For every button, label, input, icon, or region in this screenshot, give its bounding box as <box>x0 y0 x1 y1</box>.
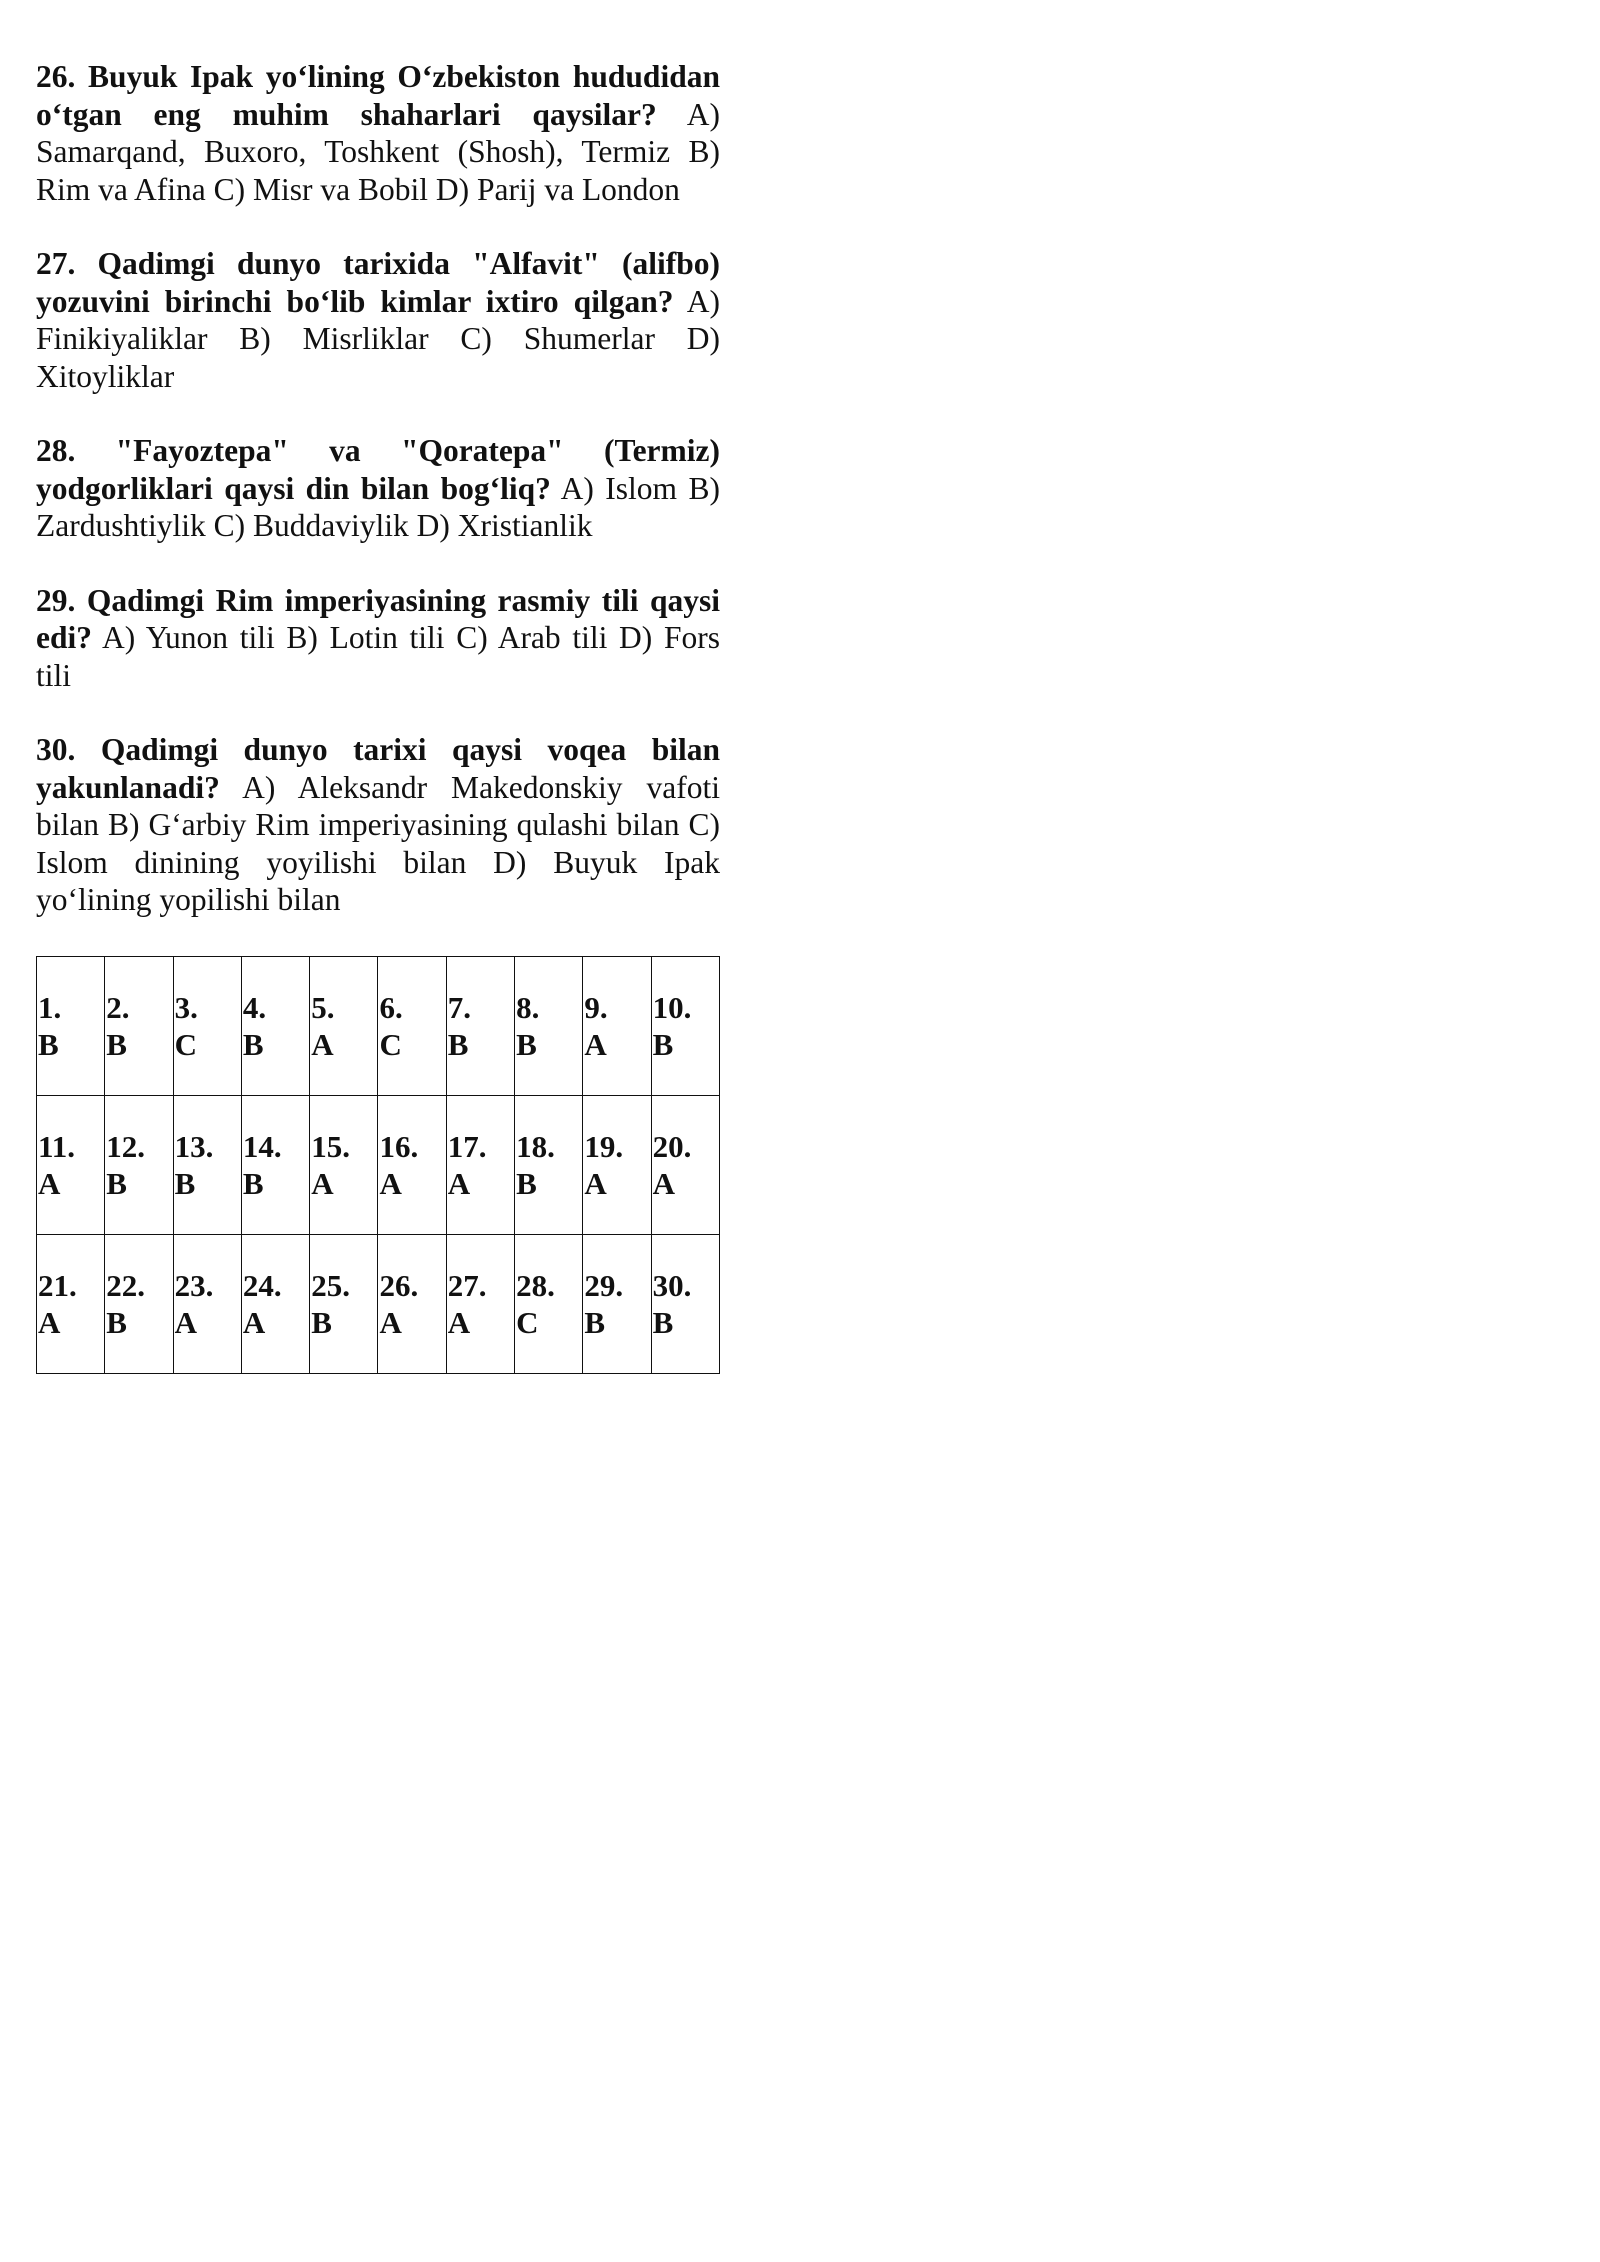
answer-letter: C <box>516 1304 539 1340</box>
answer-cell <box>583 1234 651 1373</box>
question-stem: 29. Qadimgi Rim imperiyasining rasmiy tili qaysi edi? <box>36 582 720 655</box>
answer-number: 2. <box>106 989 130 1025</box>
question-28 <box>36 432 720 545</box>
answer-letter: B <box>242 1165 264 1201</box>
answer-number: 21. <box>38 1267 77 1303</box>
answer-cell <box>173 956 241 1095</box>
answer-letter: B <box>106 1165 127 1201</box>
answer-number: 7. <box>447 989 472 1025</box>
document-page <box>36 58 720 1374</box>
question-27 <box>36 245 720 395</box>
question-26 <box>36 58 720 208</box>
answer-cell <box>173 1095 241 1234</box>
answer-number: 14. <box>242 1128 282 1164</box>
answer-letter: B <box>516 1026 537 1062</box>
answer-letter: A <box>584 1165 607 1201</box>
answer-number: 28. <box>516 1267 555 1303</box>
answer-number: 1. <box>38 989 62 1025</box>
answer-number: 6. <box>379 989 403 1025</box>
answer-number: 27. <box>447 1267 487 1303</box>
answer-number: 12. <box>106 1128 146 1164</box>
question-29 <box>36 582 720 695</box>
answer-cell <box>105 956 173 1095</box>
question-stem: 27. Qadimgi dunyo tarixida "Alfavit" (alifbo) yozuvini birinchi bo‘lib kimlar ixtiro qilgan? <box>36 246 720 319</box>
answer-cell <box>515 1095 583 1234</box>
answer-cell <box>446 956 514 1095</box>
answer-cell <box>105 1095 173 1234</box>
answer-cell <box>378 1234 446 1373</box>
answer-number: 4. <box>242 989 267 1025</box>
answer-cell <box>378 1095 446 1234</box>
answer-row <box>37 1095 720 1234</box>
answer-letter: B <box>106 1304 127 1340</box>
answer-letter: B <box>38 1026 59 1062</box>
answer-letter: C <box>379 1026 402 1062</box>
answer-number: 25. <box>311 1267 350 1303</box>
answer-number: 19. <box>584 1128 624 1164</box>
answer-letter: B <box>652 1304 674 1340</box>
answer-letter: A <box>38 1304 61 1340</box>
answer-cell <box>651 1234 719 1373</box>
answer-letter: C <box>174 1026 197 1062</box>
answer-cell <box>583 956 651 1095</box>
answer-letter: A <box>311 1165 334 1201</box>
answer-cell <box>515 956 583 1095</box>
answer-letter: A <box>174 1304 197 1340</box>
answer-number: 22. <box>106 1267 146 1303</box>
answer-number: 30. <box>652 1267 692 1303</box>
answer-number: 18. <box>516 1128 555 1164</box>
answer-number: 24. <box>242 1267 282 1303</box>
answer-letter: B <box>311 1304 332 1340</box>
answer-letter: B <box>584 1304 606 1340</box>
answer-letter: A <box>311 1026 334 1062</box>
answer-cell <box>310 1095 378 1234</box>
answer-number: 23. <box>174 1267 214 1303</box>
answer-letter: A <box>584 1026 607 1062</box>
answer-cell <box>37 956 105 1095</box>
question-options: A) Aleksandr Makedonskiy vafoti bilan B) G‘arbiy Rim imperiyasining qulashi bilan C) Islom dinining yoyilishi bilan D) Buyuk Ipak yo‘lining yopilishi bilan <box>36 769 721 917</box>
answer-letter: B <box>447 1026 469 1062</box>
answer-letter: A <box>447 1165 471 1201</box>
answer-number: 17. <box>447 1128 487 1164</box>
answer-number: 5. <box>311 989 335 1025</box>
answer-row <box>37 956 720 1095</box>
answer-cell <box>378 956 446 1095</box>
answer-cell <box>446 1234 514 1373</box>
answer-cell <box>310 1234 378 1373</box>
answer-row <box>37 1234 720 1373</box>
answer-cell <box>173 1234 241 1373</box>
answer-letter: A <box>242 1304 266 1340</box>
answer-cell <box>241 1234 309 1373</box>
answer-cell <box>583 1095 651 1234</box>
answer-cell <box>651 1095 719 1234</box>
answer-cell <box>105 1234 173 1373</box>
answer-letter: A <box>379 1304 402 1340</box>
answer-number: 11. <box>38 1128 76 1164</box>
question-options: A) Yunon tili B) Lotin tili C) Arab tili D) Fors tili <box>36 620 721 693</box>
answer-letter: B <box>242 1026 264 1062</box>
answer-cell <box>446 1095 514 1234</box>
answer-number: 20. <box>652 1128 692 1164</box>
answer-letter: B <box>106 1026 127 1062</box>
answer-number: 26. <box>379 1267 419 1303</box>
answer-letter: A <box>379 1165 402 1201</box>
answer-letter: A <box>652 1165 676 1201</box>
answer-cell <box>37 1095 105 1234</box>
answer-letter: A <box>447 1304 471 1340</box>
answer-letter: B <box>516 1165 537 1201</box>
answer-number: 10. <box>652 989 692 1025</box>
answer-cell <box>310 956 378 1095</box>
question-options: A) Finikiyaliklar B) Misrliklar C) Shumerlar D) Xitoyliklar <box>36 283 721 394</box>
answer-number: 29. <box>584 1267 624 1303</box>
question-stem: 28. "Fayoztepa" va "Qoratepa" (Termiz) yodgorliklari qaysi din bilan bog‘liq? <box>36 433 720 506</box>
answer-number: 15. <box>311 1128 350 1164</box>
answer-number: 13. <box>174 1128 214 1164</box>
question-stem: 26. Buyuk Ipak yo‘lining O‘zbekiston hududidan o‘tgan eng muhim shaharlari qaysilar? <box>36 59 720 132</box>
question-options: A) Islom B) Zardushtiylik C) Buddaviylik D) Xristianlik <box>36 470 720 543</box>
question-30 <box>36 731 720 919</box>
question-options: A) Samarqand, Buxoro, Toshkent (Shosh), Termiz B) Rim va Afina C) Misr va Bobil D) Parij va London <box>36 96 721 207</box>
answer-letter: B <box>652 1026 674 1062</box>
answer-number: 16. <box>379 1128 419 1164</box>
answer-cell <box>515 1234 583 1373</box>
question-stem: 30. Qadimgi dunyo tarixi qaysi voqea bilan yakunlanadi? <box>36 732 720 805</box>
answer-cell <box>241 956 309 1095</box>
answer-number: 9. <box>584 989 608 1025</box>
answer-number: 3. <box>174 989 198 1025</box>
answer-letter: A <box>38 1165 61 1201</box>
answer-cell <box>651 956 719 1095</box>
answer-cell <box>241 1095 309 1234</box>
answer-number: 8. <box>516 989 540 1025</box>
answer-key-table <box>36 956 720 1374</box>
answer-letter: B <box>174 1165 196 1201</box>
answer-cell <box>37 1234 105 1373</box>
